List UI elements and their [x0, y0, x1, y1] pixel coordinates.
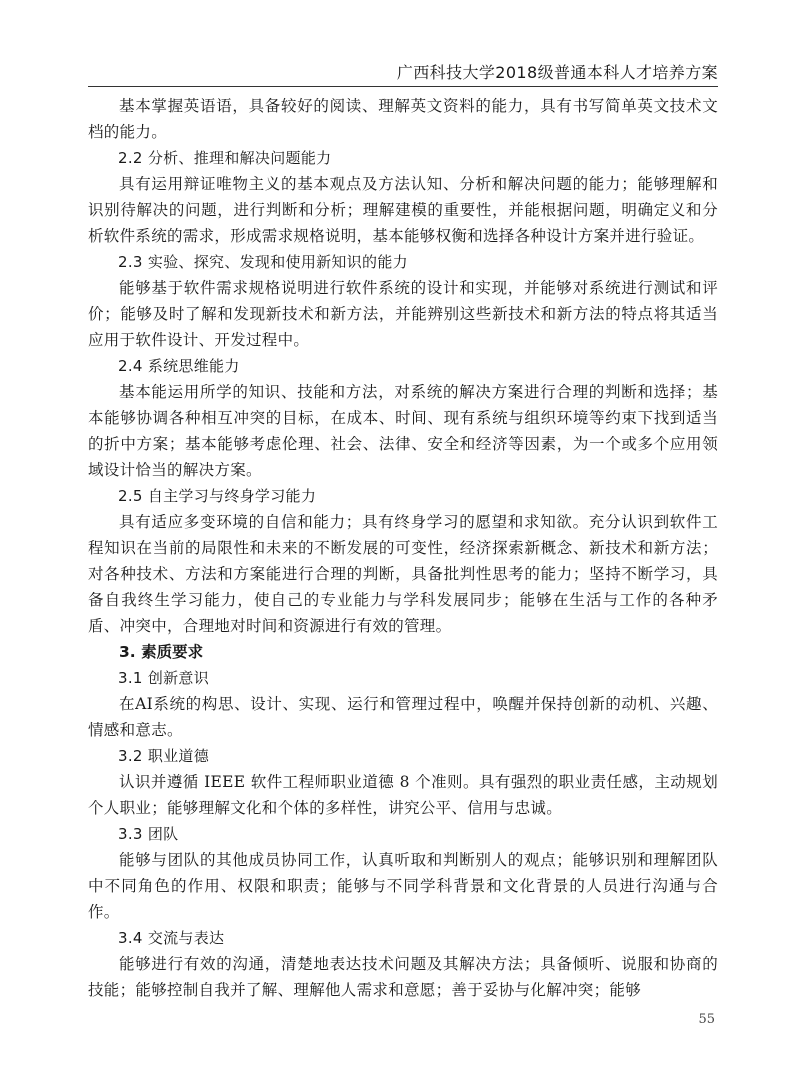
subheading-3-1: 3.1 创新意识 — [118, 669, 210, 687]
document-body — [88, 93, 718, 1003]
subheading-2-3: 2.3 实验、探究、发现和使用新知识的能力 — [118, 253, 408, 271]
subheading-3-3: 3.3 团队 — [118, 825, 179, 843]
section-heading-3: 3. 素质要求 — [119, 643, 204, 661]
paragraph-3-1: 在AI系统的构思、设计、实现、运行和管理过程中，唤醒并保持创新的动机、兴趣、情感和意志。 — [88, 695, 718, 739]
subheading-2-4: 2.4 系统思维能力 — [118, 357, 240, 375]
paragraph-3-4: 能够进行有效的沟通，清楚地表达技术问题及其解决方法；具备倾听、说服和协商的技能；能够控制自我并了解、理解他人需求和意愿；善于妥协与化解冲突；能够 — [88, 955, 718, 999]
paragraph-2-4: 基本能运用所学的知识、技能和方法，对系统的解决方案进行合理的判断和选择；基本能够协调各种相互冲突的目标，在成本、时间、现有系统与组织环境等约束下找到适当的折中方案；基本能够考虑伦理、社会、法律、安全和经济等因素，为一个或多个应用领域设计恰当的解决方案。 — [88, 383, 718, 479]
paragraph-2-5: 具有适应多变环境的自信和能力；具有终身学习的愿望和求知欲。充分认识到软件工程知识在当前的局限性和未来的不断发展的可变性，经济探索新概念、新技术和新方法；对各种技术、方法和方案能进行合理的判断，具备批判性思考的能力；坚持不断学习，具备自我终生学习能力，使自己的专业能力与学科发展同步；能够在生活与工作的各种矛盾、冲突中，合理地对时间和资源进行有效的管理。 — [88, 513, 718, 635]
paragraph-2-3: 能够基于软件需求规格说明进行软件系统的设计和实现，并能够对系统进行测试和评价；能够及时了解和发现新技术和新方法，并能辨别这些新技术和新方法的特点将其适当应用于软件设计、开发过程中。 — [88, 279, 718, 349]
paragraph-3-3: 能够与团队的其他成员协同工作，认真听取和判断别人的观点；能够识别和理解团队中不同角色的作用、权限和职责；能够与不同学科背景和文化背景的人员进行沟通与合作。 — [88, 851, 718, 921]
paragraph-english-ability: 基本掌握英语语，具备较好的阅读、理解英文资料的能力，具有书写简单英文技术文档的能力。 — [88, 97, 718, 141]
subheading-3-4: 3.4 交流与表达 — [118, 929, 225, 947]
subheading-2-2: 2.2 分析、推理和解决问题能力 — [118, 149, 332, 167]
page-header — [88, 56, 718, 87]
header-title: 广西科技大学2018级普通本科人才培养方案 — [396, 63, 718, 82]
subheading-2-5: 2.5 自主学习与终身学习能力 — [118, 487, 317, 505]
paragraph-3-2: 认识并遵循 IEEE 软件工程师职业道德 8 个准则。具有强烈的职业责任感，主动规划个人职业；能够理解文化和个体的多样性，讲究公平、信用与忠诚。 — [88, 773, 718, 817]
subheading-3-2: 3.2 职业道德 — [118, 747, 210, 765]
paragraph-2-2: 具有运用辩证唯物主义的基本观点及方法认知、分析和解决问题的能力；能够理解和识别待解决的问题，进行判断和分析；理解建模的重要性，并能根据问题，明确定义和分析软件系统的需求，形成需求规格说明，基本能够权衡和选择各种设计方案并进行验证。 — [88, 175, 718, 245]
page-number: 55 — [698, 1012, 715, 1027]
